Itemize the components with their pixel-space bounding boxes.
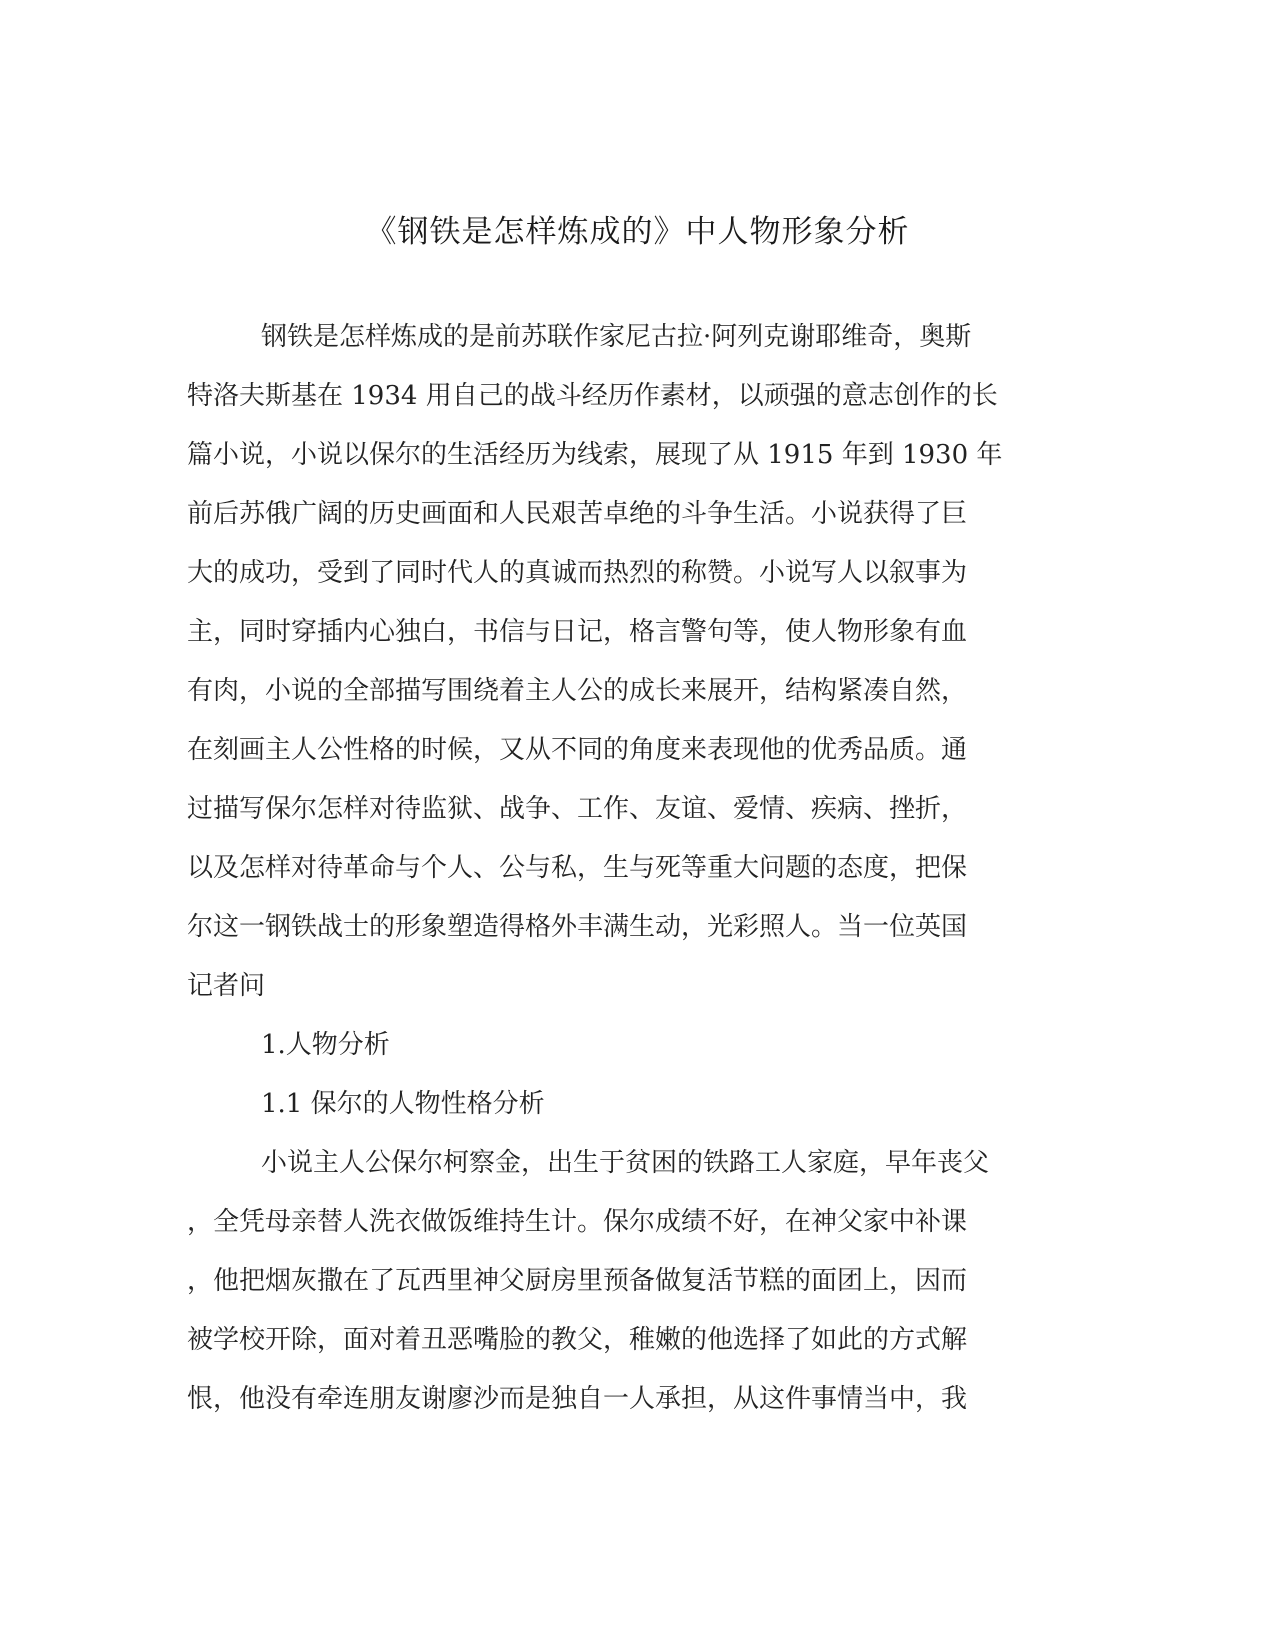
paragraph-1-line: 在刻画主人公性格的时候，又从不同的角度来表现他的优秀品质。通 — [187, 735, 968, 765]
paragraph-1-line: 记者问 — [187, 971, 266, 1001]
paragraph-1-line: 有肉，小说的全部描写围绕着主人公的成长来展开，结构紧凑自然， — [187, 676, 968, 706]
paragraph-2-line: 被学校开除，面对着丑恶嘴脸的教父，稚嫩的他选择了如此的方式解 — [187, 1325, 968, 1355]
paragraph-2-line: ，全凭母亲替人洗衣做饭维持生计。保尔成绩不好，在神父家中补课 — [187, 1207, 968, 1237]
subsection-heading: 1.1 保尔的人物性格分析 — [261, 1089, 545, 1119]
paragraph-1-line: 过描写保尔怎样对待监狱、战争、工作、友谊、爱情、疾病、挫折， — [187, 794, 968, 824]
paragraph-1-line: 大的成功，受到了同时代人的真诚而热烈的称赞。小说写人以叙事为 — [187, 558, 968, 588]
paragraph-1-line: 尔这一钢铁战士的形象塑造得格外丰满生动，光彩照人。当一位英国 — [187, 912, 968, 942]
section-heading: 1.人物分析 — [261, 1030, 390, 1060]
paragraph-2-line: 恨，他没有牵连朋友谢廖沙而是独自一人承担，从这件事情当中，我 — [187, 1384, 968, 1414]
paragraph-2-line: 小说主人公保尔柯察金，出生于贫困的铁路工人家庭，早年丧父 — [261, 1148, 990, 1178]
paragraph-1-line: 前后苏俄广阔的历史画面和人民艰苦卓绝的斗争生活。小说获得了巨 — [187, 499, 968, 529]
document-title: 《钢铁是怎样炼成的》中人物形象分析 — [365, 214, 910, 250]
paragraph-1-line: 特洛夫斯基在 1934 用自己的战斗经历作素材，以顽强的意志创作的长 — [187, 381, 998, 411]
paragraph-1-line: 篇小说，小说以保尔的生活经历为线索，展现了从 1915 年到 1930 年 — [187, 440, 1003, 470]
paragraph-1-line: 以及怎样对待革命与个人、公与私，生与死等重大问题的态度，把保 — [187, 853, 968, 883]
paragraph-1-line: 主，同时穿插内心独白，书信与日记，格言警句等，使人物形象有血 — [187, 617, 968, 647]
paragraph-2-line: ，他把烟灰撒在了瓦西里神父厨房里预备做复活节糕的面团上，因而 — [187, 1266, 968, 1296]
paragraph-1-line: 钢铁是怎样炼成的是前苏联作家尼古拉·阿列克谢耶维奇，奥斯 — [261, 322, 972, 352]
